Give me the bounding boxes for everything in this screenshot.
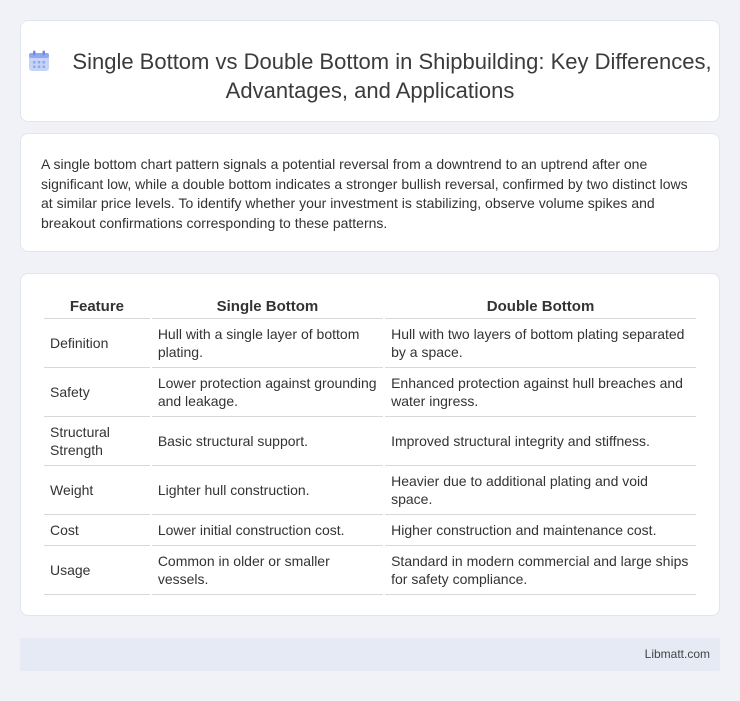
footer-bar	[20, 638, 720, 671]
comparison-card	[20, 273, 720, 616]
double-bottom-cell: Enhanced protection against hull breaches and water ingress.	[385, 368, 696, 417]
table-row	[44, 466, 696, 515]
double-bottom-cell: Heavier due to additional plating and void space.	[385, 466, 696, 515]
header-feature: Feature	[44, 295, 150, 319]
comparison-table	[42, 295, 698, 595]
single-bottom-cell: Common in older or smaller vessels.	[152, 546, 383, 595]
feature-cell: Cost	[44, 515, 150, 546]
table-row	[44, 319, 696, 368]
feature-cell: Safety	[44, 368, 150, 417]
single-bottom-cell: Lower initial construction cost.	[152, 515, 383, 546]
double-bottom-cell: Standard in modern commercial and large ships for safety compliance.	[385, 546, 696, 595]
table-row	[44, 546, 696, 595]
single-bottom-cell: Lower protection against grounding and leakage.	[152, 368, 383, 417]
table-row	[44, 368, 696, 417]
table-row	[44, 515, 696, 546]
single-bottom-cell: Lighter hull construction.	[152, 466, 383, 515]
header-single-bottom: Single Bottom	[152, 295, 383, 319]
intro-card	[20, 133, 720, 252]
feature-cell: Structural Strength	[44, 417, 150, 466]
double-bottom-cell: Higher construction and maintenance cost.	[385, 515, 696, 546]
intro-paragraph: A single bottom chart pattern signals a potential reversal from a downtrend to an uptrend after one significant low, while a double bottom indicates a stronger bullish reversal, confirmed by two distinct lows at similar price levels. To identify whether your investment is stabilizing, observe volume spikes and breakout confirmations corresponding to these patterns.	[41, 156, 688, 231]
single-bottom-cell: Basic structural support.	[152, 417, 383, 466]
single-bottom-cell: Hull with a single layer of bottom plating.	[152, 319, 383, 368]
page-title: Single Bottom vs Double Bottom in Shipbuilding: Key Differences, Advantages, and Applications	[72, 49, 712, 103]
page-title-wrap	[21, 47, 719, 105]
feature-cell: Usage	[44, 546, 150, 595]
feature-cell: Definition	[44, 319, 150, 368]
feature-cell: Weight	[44, 466, 150, 515]
calendar-icon	[28, 50, 50, 72]
title-card	[20, 20, 720, 122]
footer-site-link[interactable]: Libmatt.com	[644, 647, 710, 661]
table-header-row	[44, 295, 696, 319]
double-bottom-cell: Hull with two layers of bottom plating separated by a space.	[385, 319, 696, 368]
header-double-bottom: Double Bottom	[385, 295, 696, 319]
table-row	[44, 417, 696, 466]
double-bottom-cell: Improved structural integrity and stiffness.	[385, 417, 696, 466]
